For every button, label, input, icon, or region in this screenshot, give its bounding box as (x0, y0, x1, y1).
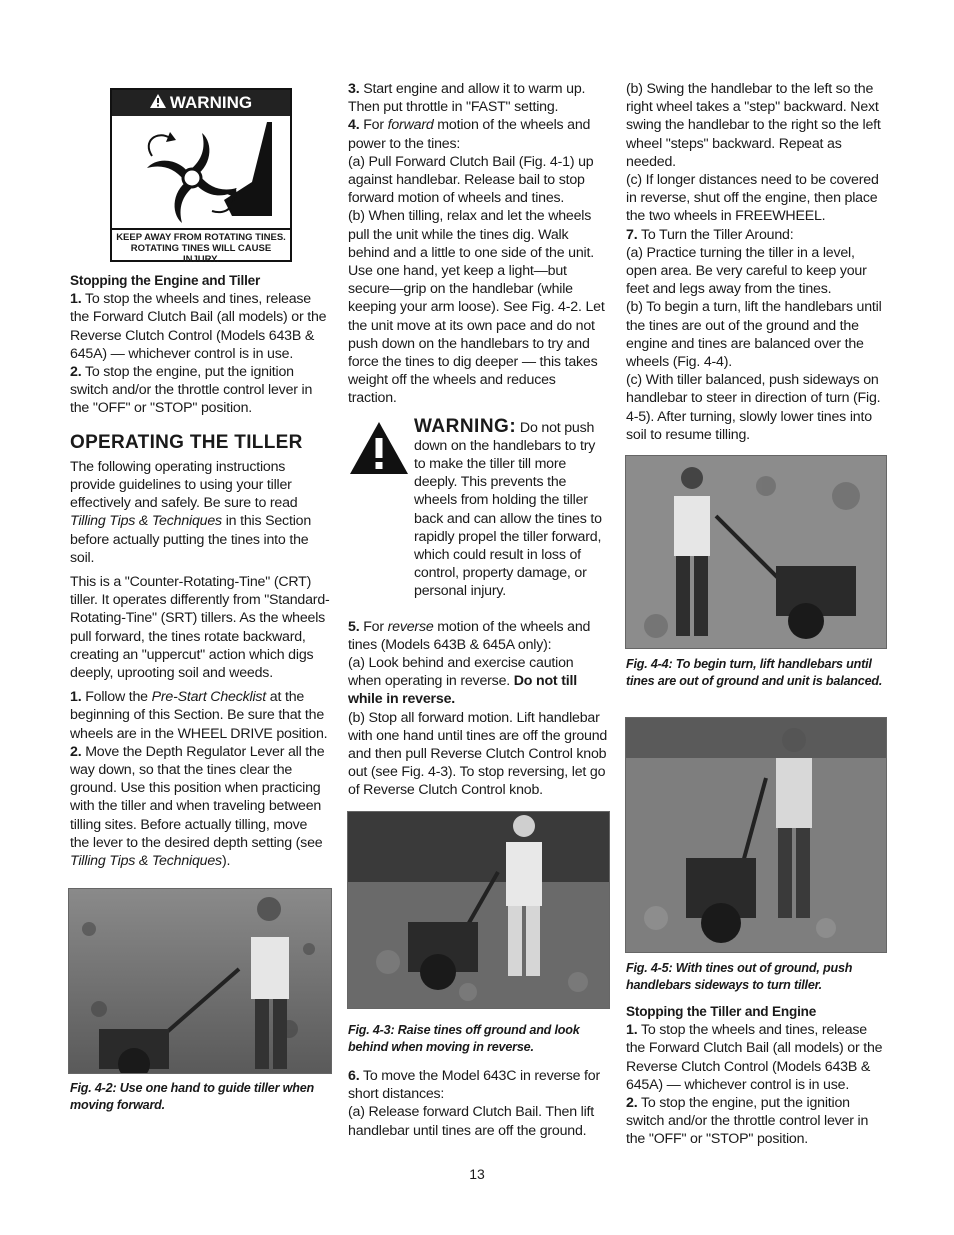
stopping-tiller-heading: Stopping the Tiller and Engine (626, 1004, 817, 1019)
rotating-tines-icon (112, 116, 290, 228)
warning-label-header: WARNING (112, 90, 290, 116)
list-item: 5. For reverse motion of the wheels and tines (Models 643B & 645A only): (348, 618, 591, 653)
list-item: 1. Follow the Pre-Start Checklist at the beginning of this Section. Be sure that the wheels are in the WHEEL DRIVE position. (70, 689, 328, 742)
figure-4-5-photo (625, 717, 887, 953)
stopping-engine-heading: Stopping the Engine and Tiller (70, 273, 261, 288)
warning-triangle-icon (150, 93, 166, 113)
list-item: (b) Swing the handlebar to the left so the right wheel takes a "step" backward. Next swing the handlebar to the right so the left wheel "steps" backward. Repeat as needed. (626, 81, 881, 170)
column-right (626, 80, 888, 444)
list-item: 2. To stop the engine, put the ignition switch and/or the throttle control lever in the "OFF" or "STOP" position. (70, 364, 313, 417)
list-item: 2. To stop the engine, put the ignition switch and/or the throttle control lever in the "OFF" or "STOP" position. (626, 1095, 869, 1148)
figure-4-2-caption: Fig. 4-2: Use one hand to guide tiller when moving forward. (70, 1081, 314, 1112)
figure-4-5-caption: Fig. 4-5: With tines out of ground, push handlebars sideways to turn tiller. (626, 961, 853, 992)
warning-text: WARNING: Do not push down on the handlebars to try to make the tiller till more deeply. This prevents the wheels from holding the tiller back and can allow the tines to rapidly propel the tiller forward, which could result in loss of control, property damage, or personal injury. (414, 415, 602, 600)
figure-4-3-photo (347, 811, 610, 1009)
list-item: 4. For forward motion of the wheels and power to the tines: (348, 117, 591, 152)
warning-label (110, 88, 292, 265)
list-item: 3. Start engine and allow it to warm up. Then put throttle in "FAST" setting. (348, 81, 586, 116)
list-item: (a) Look behind and exercise caution when operating in reverse. Do not till while in reverse. (348, 655, 577, 708)
column-middle (348, 80, 608, 800)
column-right-bottom (626, 960, 888, 1149)
column-left (70, 272, 330, 870)
column-middle-bottom (348, 1022, 610, 1140)
list-item: (a) Practice turning the tiller in a level, open area. Be very careful to keep your feet and legs away from the tines. (626, 244, 867, 298)
warning-label-text: KEEP AWAY FROM ROTATING TINES. ROTATING TINES WILL CAUSE INJURY. (112, 228, 290, 265)
warning-triangle-icon (350, 422, 408, 479)
page-number: 13 (469, 1166, 485, 1182)
paragraph: The following operating instructions provide guidelines to using your tiller effectively and safely. Be sure to read Tilling Tips & Techniques in this Section before actually putting the tines into the soil. (70, 458, 312, 566)
section-title: OPERATING THE TILLER (70, 431, 303, 453)
list-item: 1. To stop the wheels and tines, release the Forward Clutch Bail (all models) or the Reverse Clutch Control (Models 643B & 645A) — whichever control is in use. (626, 1022, 883, 1093)
list-item: 7. To Turn the Tiller Around: (626, 226, 794, 243)
list-item: 6. To move the Model 643C in reverse for short distances: (348, 1068, 600, 1103)
list-item: (a) Release forward Clutch Bail. Then lift handlebar until tines are off the ground. (348, 1104, 595, 1139)
list-item: (a) Pull Forward Clutch Bail (Fig. 4-1) up against handlebar. Release bail to stop forward motion of wheels and tines. (348, 153, 594, 207)
warning-box (348, 415, 608, 614)
paragraph: This is a "Counter-Rotating-Tine" (CRT) tiller. It operates differently from "Standard-Rotating-Tine" (SRT) tillers. As the wheels pull forward, the tines rotate backward, creating an "uppercut" action which digs deeply, uprooting soil and weeds. (70, 574, 330, 682)
figure-4-2-photo (68, 888, 332, 1074)
list-item: 2. Move the Depth Regulator Lever all the way down, so that the tines clear the ground. Use this position when practicing with the tiller and when traveling between tilling sites. Before actually tilling, move the lever to the desired depth setting (see Tilling Tips & Techniques). (70, 743, 325, 870)
figure-4-4-photo (625, 455, 887, 649)
list-item: 1. To stop the wheels and tines, release the Forward Clutch Bail (all models) or the Reverse Clutch Control (Models 643B & 645A) — whichever control is in use. (70, 291, 327, 362)
list-item: (c) With tiller balanced, push sideways on handlebar to steer in direction of turn (Fig. 4-5). After turning, slowly lower tines into soil to resume tilling. (626, 372, 881, 443)
figure-4-4-caption: Fig. 4-4: To begin turn, lift handlebars until tines are out of ground and unit is balanced. (626, 657, 883, 688)
list-item: (b) Stop all forward motion. Lift handlebar with one hand until tines are off the ground and then pull Reverse Clutch Control knob out (see Fig. 4-3). To stop reversing, let go of Reverse Clutch Control knob. (348, 709, 608, 799)
figure-4-3-caption: Fig. 4-3: Raise tines off ground and look behind when moving in reverse. (348, 1023, 580, 1054)
list-item: (b) To begin a turn, lift the handlebars until the tines are out of the ground and the engine and tines are balanced over the wheels (Fig. 4-4). (626, 299, 882, 371)
list-item: (c) If longer distances need to be covered in reverse, shut off the engine, then place the two wheels in FREEWHEEL. (626, 172, 879, 225)
list-item: (b) When tilling, relax and let the wheels pull the unit while the tines dig. Walk behind and a little to one side of the unit. Use one hand, yet keep a light—but secure—grip on the handlebar (while keeping your arm loose). See Fig. 4-2. Let the unit move at its own pace and do not push down on the handlebars to try and force the tines to dig deeper — this takes weight off the wheels and reduces traction. (348, 208, 605, 407)
